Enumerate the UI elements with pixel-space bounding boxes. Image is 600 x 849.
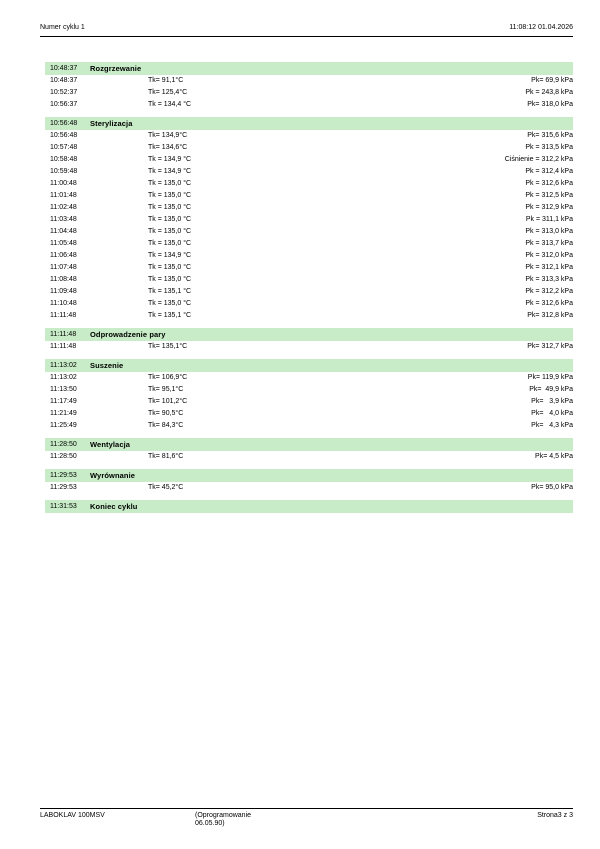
section-header-bar [45, 62, 573, 75]
row-pressure: Pk= 4,3 kPa [531, 422, 573, 429]
log-row [40, 482, 573, 494]
row-pressure: Ciśnienie = 312,2 kPa [504, 156, 573, 163]
log-row [40, 451, 573, 463]
section-start-time: 11:13:02 [50, 362, 77, 369]
row-temperature: Tk= 101,2°C [148, 398, 188, 405]
row-time: 11:07:48 [50, 264, 77, 271]
row-time: 11:06:48 [50, 252, 77, 259]
log-row [40, 384, 573, 396]
report-footer [40, 808, 573, 827]
cycle-section [40, 117, 573, 322]
section-title: Wentylacja [90, 440, 131, 449]
row-temperature: Tk= 91,1°C [148, 77, 184, 84]
row-pressure: Pk = 311,1 kPa [525, 216, 573, 223]
row-time: 11:11:48 [50, 312, 77, 319]
row-time: 11:05:48 [50, 240, 77, 247]
software-version-line2: 06.05.90) [195, 820, 225, 827]
cycle-section [40, 500, 573, 513]
row-time: 10:56:37 [50, 101, 78, 108]
section-start-time: 11:11:48 [50, 331, 77, 338]
section-header-bar [45, 438, 573, 451]
row-temperature: Tk = 134,4 °C [148, 101, 192, 108]
row-time: 10:57:48 [50, 144, 78, 151]
row-temperature: Tk = 135,1 °C [148, 288, 192, 295]
log-row [40, 341, 573, 353]
log-row [40, 142, 573, 154]
cycle-log [40, 62, 573, 519]
row-temperature: Tk= 95,1°C [148, 386, 184, 393]
row-pressure: Pk= 69,9 kPa [531, 77, 573, 84]
report-header [40, 24, 573, 37]
row-pressure: Pk = 312,6 kPa [525, 180, 573, 187]
log-row [40, 202, 573, 214]
section-start-time: 10:48:37 [50, 65, 78, 72]
row-time: 11:01:48 [50, 192, 77, 199]
section-header-bar [45, 469, 573, 482]
cycle-section [40, 359, 573, 432]
section-title: Sterylizacja [90, 119, 133, 128]
software-version [195, 812, 251, 828]
row-time: 11:29:53 [50, 484, 77, 491]
row-time: 11:03:48 [50, 216, 77, 223]
row-temperature: Tk= 45,2°C [148, 484, 184, 491]
row-time: 11:02:48 [50, 204, 77, 211]
log-row [40, 372, 573, 384]
section-title: Wyrównanie [90, 471, 136, 480]
row-temperature: Tk= 134,6°C [148, 144, 188, 151]
log-row [40, 298, 573, 310]
log-row [40, 190, 573, 202]
software-version-line1: (Oprogramowanie [195, 812, 252, 819]
section-header-bar [45, 359, 573, 372]
row-time: 10:58:48 [50, 156, 78, 163]
row-time: 10:52:37 [50, 89, 78, 96]
row-time: 11:09:48 [50, 288, 77, 295]
row-temperature: Tk = 135,0 °C [148, 264, 192, 271]
row-pressure: Pk = 312,6 kPa [525, 300, 573, 307]
row-time: 11:13:50 [50, 386, 77, 393]
row-temperature: Tk = 135,0 °C [148, 300, 192, 307]
row-pressure: Pk= 119,9 kPa [527, 374, 573, 381]
row-pressure: Pk= 95,0 kPa [531, 484, 573, 491]
row-temperature: Tk = 135,0 °C [148, 276, 192, 283]
section-header-bar [45, 328, 573, 341]
row-time: 11:08:48 [50, 276, 77, 283]
row-pressure: Pk = 312,0 kPa [525, 252, 573, 259]
log-row [40, 214, 573, 226]
log-row [40, 274, 573, 286]
log-row [40, 75, 573, 87]
row-time: 10:56:48 [50, 132, 78, 139]
section-header-bar [45, 500, 573, 513]
log-row [40, 99, 573, 111]
log-row [40, 396, 573, 408]
section-title: Odprowadzenie pary [90, 330, 166, 339]
row-time: 11:28:50 [50, 453, 77, 460]
row-pressure: Pk= 312,7 kPa [527, 343, 573, 350]
row-pressure: Pk = 312,4 kPa [525, 168, 573, 175]
row-time: 11:10:48 [50, 300, 77, 307]
log-row [40, 226, 573, 238]
row-time: 11:04:48 [50, 228, 77, 235]
row-time: 10:48:37 [50, 77, 78, 84]
row-time: 11:11:48 [50, 343, 77, 350]
cycle-section [40, 62, 573, 111]
device-name: LABOKLAV 100MSV [40, 812, 105, 819]
log-row [40, 262, 573, 274]
row-pressure: Pk= 4,0 kPa [531, 410, 573, 417]
section-start-time: 11:29:53 [50, 472, 77, 479]
row-pressure: Pk = 313,3 kPa [525, 276, 573, 283]
row-pressure: Pk = 313,0 kPa [525, 228, 573, 235]
row-temperature: Tk= 135,1°C [148, 343, 188, 350]
row-temperature: Tk= 81,6°C [148, 453, 184, 460]
cycle-section [40, 469, 573, 494]
row-pressure: Pk= 4,5 kPa [535, 453, 573, 460]
section-title: Suszenie [90, 361, 124, 370]
row-pressure: Pk= 3,9 kPa [531, 398, 573, 405]
row-temperature: Tk= 134,9°C [148, 132, 188, 139]
row-pressure: Pk = 313,7 kPa [525, 240, 573, 247]
section-title: Koniec cyklu [90, 502, 138, 511]
row-temperature: Tk = 135,1 °C [148, 312, 192, 319]
cycle-section [40, 328, 573, 353]
row-time: 11:13:02 [50, 374, 77, 381]
report-datetime: 11:08:12 01.04.2026 [509, 24, 573, 31]
row-pressure: Pk= 318,0 kPa [527, 101, 573, 108]
row-temperature: Tk= 84,3°C [148, 422, 184, 429]
row-temperature: Tk = 135,0 °C [148, 204, 192, 211]
cycle-number-label: Numer cyklu 1 [40, 24, 85, 31]
row-pressure: Pk = 312,1 kPa [525, 264, 573, 271]
log-row [40, 286, 573, 298]
log-row [40, 238, 573, 250]
row-temperature: Tk = 135,0 °C [148, 192, 192, 199]
log-row [40, 310, 573, 322]
section-start-time: 11:28:50 [50, 441, 77, 448]
section-start-time: 11:31:53 [50, 503, 77, 510]
row-temperature: Tk = 135,0 °C [148, 216, 192, 223]
row-pressure: Pk = 312,5 kPa [525, 192, 573, 199]
row-pressure: Pk = 243,8 kPa [525, 89, 573, 96]
row-temperature: Tk = 134,9 °C [148, 156, 192, 163]
row-pressure: Pk = 312,9 kPa [525, 204, 573, 211]
section-start-time: 10:56:48 [50, 120, 78, 127]
row-time: 11:25:49 [50, 422, 77, 429]
log-row [40, 166, 573, 178]
row-time: 11:21:49 [50, 410, 77, 417]
row-temperature: Tk= 125,4°C [148, 89, 188, 96]
cycle-section [40, 438, 573, 463]
log-row [40, 154, 573, 166]
row-temperature: Tk = 135,0 °C [148, 228, 192, 235]
row-temperature: Tk= 106,9°C [148, 374, 188, 381]
row-pressure: Pk = 313,5 kPa [525, 144, 573, 151]
log-row [40, 408, 573, 420]
row-pressure: Pk= 49,9 kPa [529, 386, 573, 393]
row-time: 11:17:49 [50, 398, 77, 405]
row-temperature: Tk = 134,9 °C [148, 252, 192, 259]
row-temperature: Tk= 90,5°C [148, 410, 184, 417]
log-row [40, 178, 573, 190]
row-time: 10:59:48 [50, 168, 78, 175]
row-pressure: Pk = 312,2 kPa [525, 288, 573, 295]
page-number: Strona3 z 3 [537, 812, 573, 819]
section-header-bar [45, 117, 573, 130]
row-temperature: Tk = 134,9 °C [148, 168, 192, 175]
row-time: 11:00:48 [50, 180, 77, 187]
log-row [40, 420, 573, 432]
row-temperature: Tk = 135,0 °C [148, 180, 192, 187]
log-row [40, 250, 573, 262]
log-row [40, 130, 573, 142]
section-title: Rozgrzewanie [90, 64, 142, 73]
row-pressure: Pk= 315,6 kPa [527, 132, 573, 139]
log-row [40, 87, 573, 99]
row-pressure: Pk= 312,8 kPa [527, 312, 573, 319]
row-temperature: Tk = 135,0 °C [148, 240, 192, 247]
